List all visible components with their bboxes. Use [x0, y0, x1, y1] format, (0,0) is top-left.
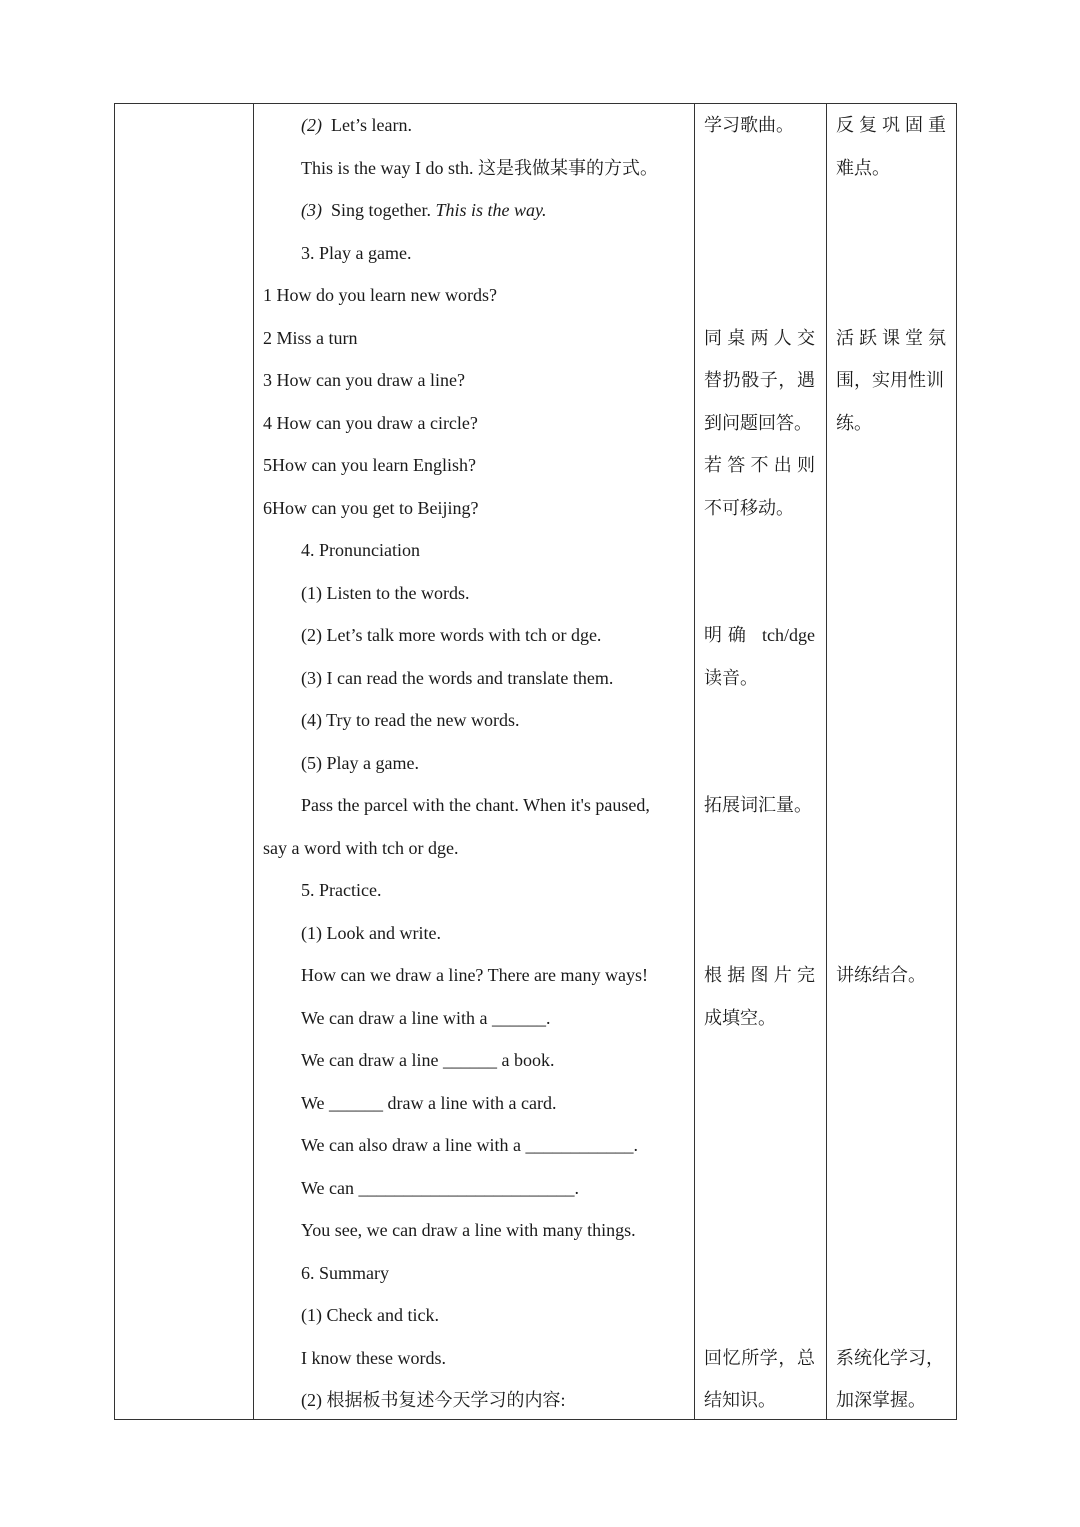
practice-conclusion: You see, we can draw a line with many things.	[301, 1220, 636, 1240]
pronunciation-step-5: (5) Play a game.	[301, 753, 419, 773]
purpose-note-game-3: 练。	[836, 413, 872, 433]
game-question-3: 3 How can you draw a line?	[263, 370, 465, 390]
activity-note-song: 学习歌曲。	[704, 115, 794, 135]
game-question-5: 5How can you learn English?	[263, 455, 476, 475]
content-line-1	[301, 113, 412, 137]
activity-note-practice-1: 根据图片完	[704, 965, 815, 985]
activity-note-game-2: 替扔骰子，遇	[704, 370, 815, 390]
section-heading-practice: 5. Practice.	[301, 880, 382, 900]
activity-note-game-5: 不可移动。	[704, 498, 794, 518]
activity-note-pronunciation-2: 读音。	[704, 668, 758, 688]
fill-blank-4: We can also draw a line with a ____________.	[301, 1135, 638, 1155]
activity-note-summary-1: 回忆所学，总	[704, 1348, 815, 1368]
game-question-1: 1 How do you learn new words?	[263, 285, 497, 305]
column-divider-3	[826, 104, 827, 1419]
pronunciation-step-2: (2) Let’s talk more words with tch or dge.	[301, 625, 602, 645]
section-heading-summary: 6. Summary	[301, 1263, 389, 1283]
pronunciation-step-1: (1) Listen to the words.	[301, 583, 470, 603]
purpose-note-review-1: 反复巩固重	[836, 115, 946, 135]
column-divider-2	[694, 104, 695, 1419]
song-title: This is the way.	[435, 200, 547, 220]
content-line-2: This is the way I do sth. 这是我做某事的方式。	[301, 158, 658, 178]
fill-blank-2: We can draw a line ______ a book.	[301, 1050, 555, 1070]
game-question-4: 4 How can you draw a circle?	[263, 413, 478, 433]
purpose-note-summary-2: 加深掌握。	[836, 1390, 926, 1410]
column-divider-1	[253, 104, 254, 1419]
fill-blank-5: We can ________________________.	[301, 1178, 580, 1198]
summary-step-1: (1) Check and tick.	[301, 1305, 439, 1325]
purpose-note-practice: 讲练结合。	[836, 965, 926, 985]
content-item-text: Sing together.	[331, 200, 431, 220]
section-heading-play-game: 3. Play a game.	[301, 243, 412, 263]
activity-note-game-4: 若答不出则	[704, 455, 815, 475]
pronunciation-step-4: (4) Try to read the new words.	[301, 710, 520, 730]
pronunciation-step-3: (3) I can read the words and translate them.	[301, 668, 614, 688]
purpose-note-summary-1: 系统化学习，	[836, 1348, 944, 1368]
activity-note-game-3: 到问题回答。	[704, 413, 812, 433]
game-question-6: 6How can you get to Beijing?	[263, 498, 479, 518]
practice-step-1: (1) Look and write.	[301, 923, 441, 943]
activity-note-game-1: 同桌两人交	[704, 328, 815, 348]
game-question-2: 2 Miss a turn	[263, 328, 358, 348]
content-line-3	[301, 198, 547, 222]
summary-step-2: (2) 根据板书复述今天学习的内容:	[301, 1390, 566, 1410]
game-instruction-line-2: say a word with tch or dge.	[263, 838, 459, 858]
activity-note-pronunciation-1: 明确 tch/dge	[704, 625, 815, 645]
game-instruction-line-1: Pass the parcel with the chant. When it's paused,	[301, 795, 650, 815]
section-heading-pronunciation: 4. Pronunciation	[301, 540, 420, 560]
fill-blank-1: We can draw a line with a ______.	[301, 1008, 551, 1028]
content-item-number: (3)	[301, 200, 322, 220]
practice-intro: How can we draw a line? There are many ways!	[301, 965, 649, 985]
purpose-note-game-2: 围，实用性训	[836, 370, 944, 390]
purpose-note-review-2: 难点。	[836, 158, 890, 178]
activity-note-practice-2: 成填空。	[704, 1008, 776, 1028]
activity-note-vocabulary: 拓展词汇量。	[704, 795, 812, 815]
summary-statement: I know these words.	[301, 1348, 446, 1368]
purpose-note-game-1: 活跃课堂氛	[836, 328, 946, 348]
activity-note-summary-2: 结知识。	[704, 1390, 776, 1410]
content-item-number: (2)	[301, 115, 322, 135]
fill-blank-3: We ______ draw a line with a card.	[301, 1093, 557, 1113]
content-item-text: Let’s learn.	[331, 115, 412, 135]
